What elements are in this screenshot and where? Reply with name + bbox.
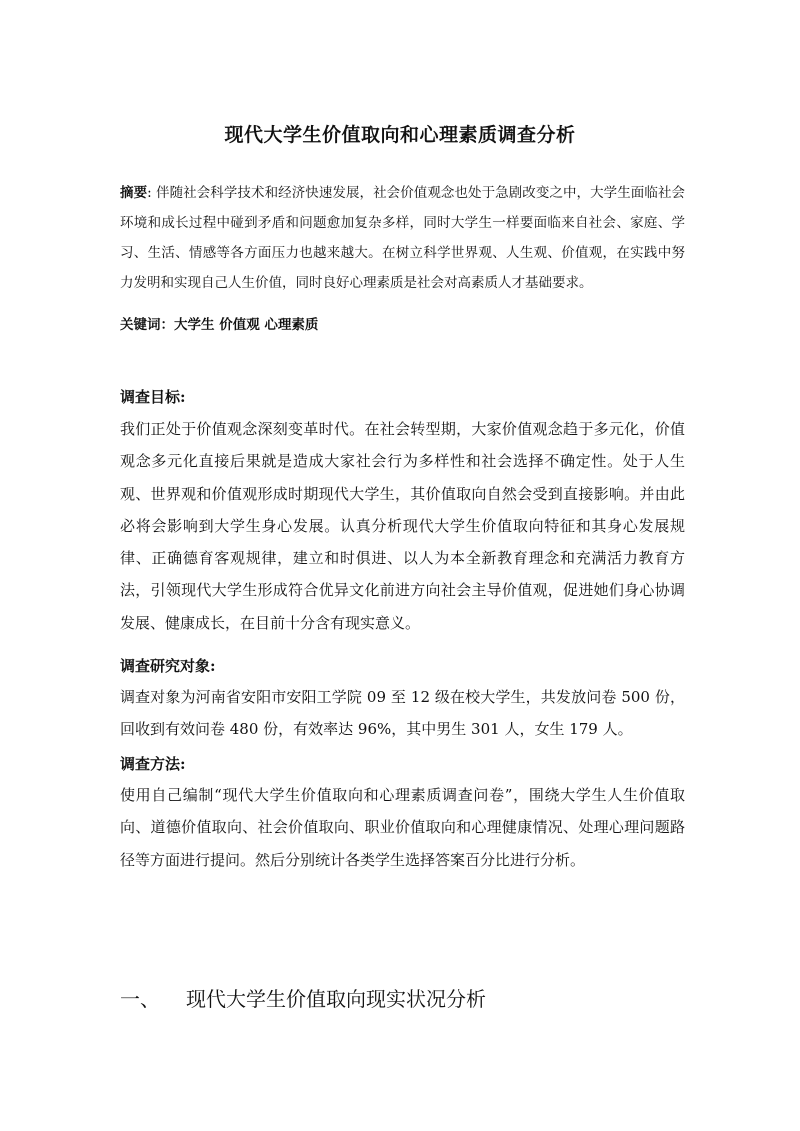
document-title: 现代大学生价值取向和心理素质调查分析 bbox=[224, 124, 576, 146]
chapter-title: 现代大学生价值取向现实状况分析 bbox=[186, 987, 486, 1011]
section-heading-method: 调查方法: bbox=[120, 755, 186, 773]
section-body-method: 使用自己编制“现代大学生价值取向和心理素质调查问卷”，围绕大学生人生价值取向、道德价值取向、社会价值取向、职业价值取向和心理健康情况、处理心理问题路径等方面进行提问。然后分别统计各类学生选择答案百分比进行分析。 bbox=[120, 786, 685, 869]
abstract-text: : 伴随社会科学技术和经济快速发展，社会价值观念也处于急剧改变之中，大学生面临社会环境和成长过程中碰到矛盾和问题愈加复杂多样，同时大学生一样要面临来自社会、家庭、学习、生活、情感等各方面压力也越来越大。在树立科学世界观、人生观、价值观，在实践中努力发明和实现自己人生价值，同时良好心理素质是社会对高素质人才基础要求。 bbox=[120, 185, 686, 291]
chapter-number: 一、 bbox=[120, 987, 160, 1011]
section-body-goal: 我们正处于价值观念深刻变革时代。在社会转型期，大家价值观念趋于多元化，价值观念多元化直接后果就是造成大家社会行为多样性和社会选择不确定性。处于人生观、世界观和价值观形成时期现代大学生，其价值取向自然会受到直接影响。并由此必将会影响到大学生身心发展。认真分析现代大学生价值取向特征和其身心发展规律、正确德育客观规律，建立和时俱进、以人为本全新教育理念和充满活力教育方法，引领现代大学生形成符合优异文化前进方向社会主导价值观，促进她们身心协调发展、健康成长，在目前十分含有现实意义。 bbox=[120, 420, 685, 632]
chapter-heading bbox=[120, 983, 486, 1015]
section-body-subjects: 调查对象为河南省安阳市安阳工学院 09 至 12 级在校大学生，共发放问卷 500 份，回收到有效问卷 480 份，有效率达 96%，其中男生 301 人，女生 179 人。 bbox=[120, 688, 685, 739]
section-heading-subjects: 调查研究对象: bbox=[120, 657, 216, 675]
abstract-paragraph bbox=[120, 178, 685, 298]
abstract-label: 摘要 bbox=[120, 185, 148, 201]
section-heading-goal: 调查目标: bbox=[120, 388, 186, 406]
keywords-line: 关键词：大学生 价值观 心理素质 bbox=[120, 317, 319, 333]
